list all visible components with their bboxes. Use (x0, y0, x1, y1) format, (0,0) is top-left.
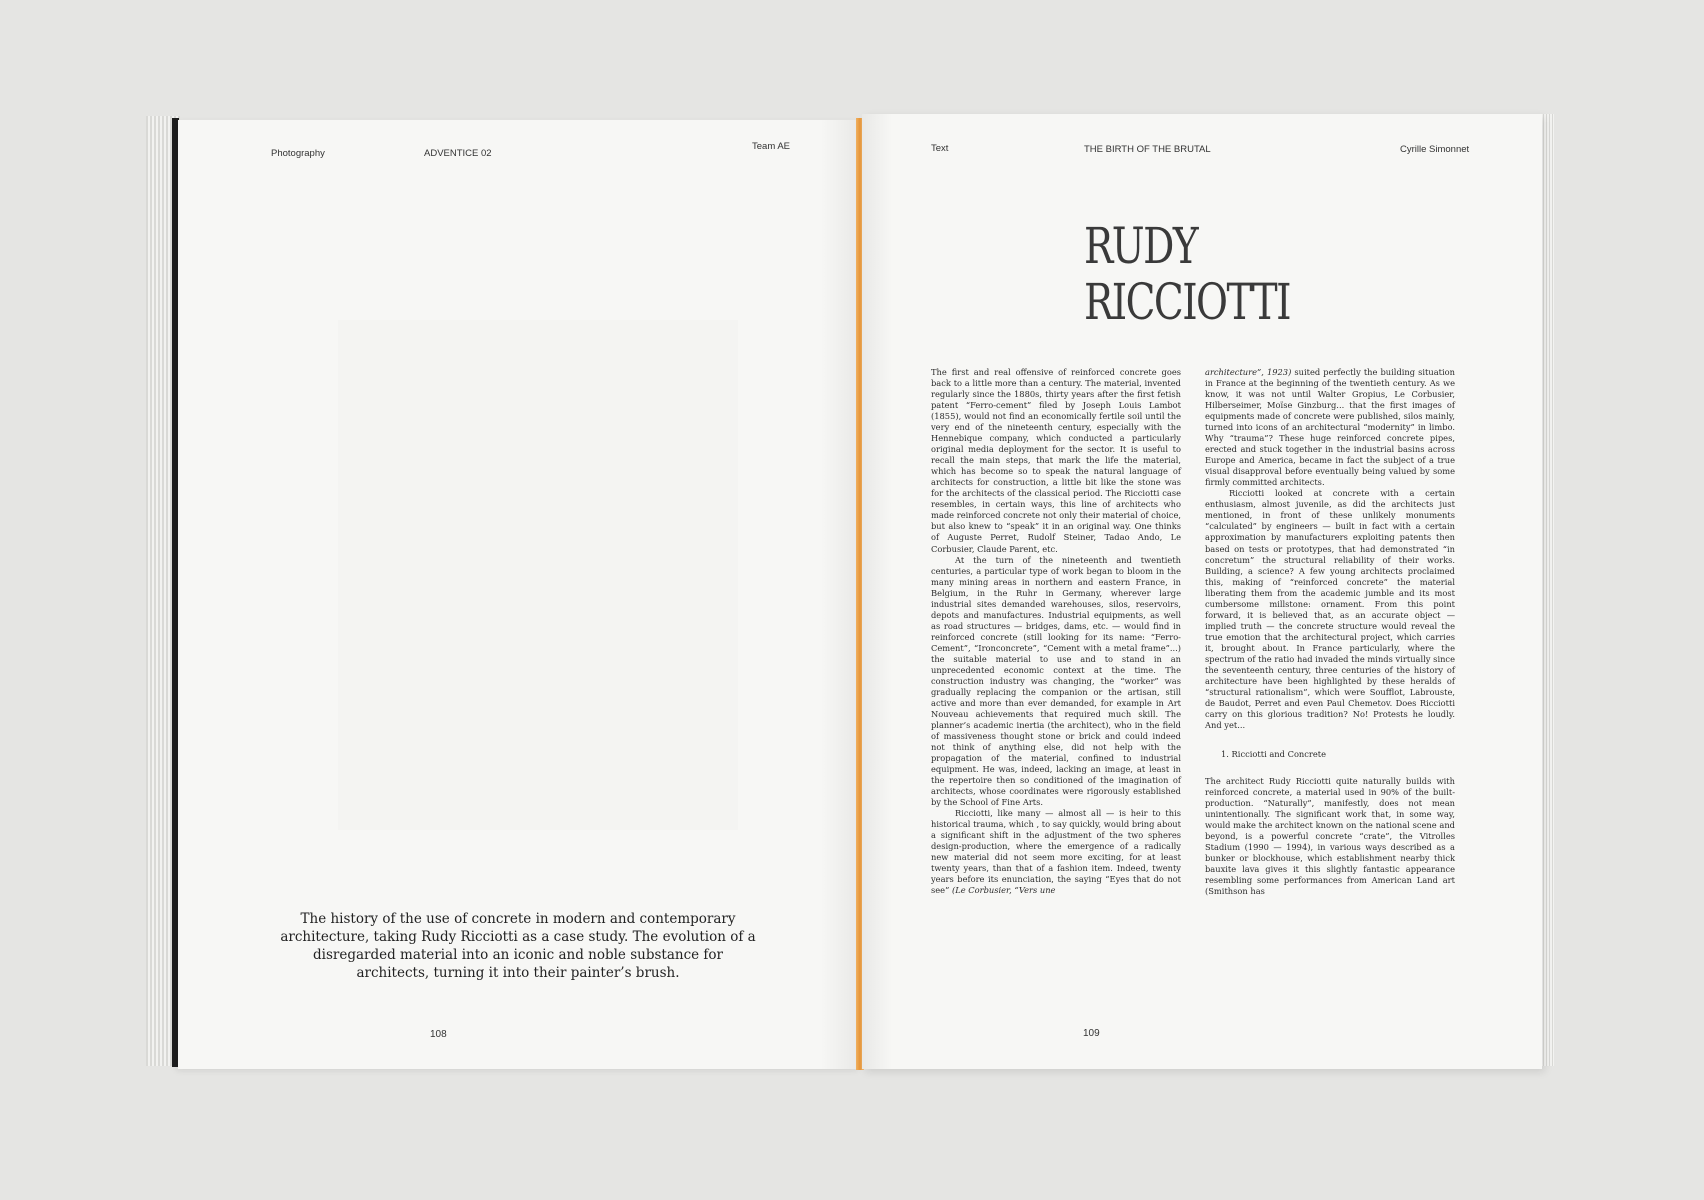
left-page-number: 108 (430, 1029, 447, 1040)
left-header-section: Photography (271, 148, 325, 159)
left-header-credit: Team AE (752, 141, 791, 152)
col1-italic-citation: (Le Corbusier, “Vers une (951, 885, 1056, 896)
right-page-edges (1540, 114, 1554, 1066)
right-page-number: 109 (1083, 1028, 1100, 1039)
article-title (1084, 218, 1290, 330)
right-header-author: Cyrille Simonnet (1400, 144, 1470, 155)
col2-subheading: 1. Ricciotti and Concrete (1221, 749, 1327, 760)
col1-paragraph-1: The first and real offensive of reinforced concrete goes back to a little more than a century. The material, invented regularly since the 1880s, thirty years after the first fetish patent “Ferro-cement” filed by Joseph Louis Lambot (1855), would not find an economically fertile soil until the very end of the nineteenth century, especially with the Hennebique company, which conducted a particularly original media deployment for the sector. It is useful to recall the main steps, that mark the life the material, which has become so to speak the natural language of architects for construction, a little bit like the stone was for the architects of the classical period. The Ricciotti case resembles, in certain ways, this line of architects who made reinforced concrete not only their material of choice, but also knew to “speak” it in an original way. One thinks of Auguste Perret, Rudolf Steiner, Tadao Ando, Le Corbusier, Claude Parent, etc. (931, 367, 1181, 554)
col2-italic-citation: architecture”, 1923) (1205, 367, 1292, 377)
text-column-2 (1205, 367, 1455, 897)
article-title-line2: RICCIOTTI (1084, 273, 1290, 331)
col2-paragraph-2: Ricciotti looked at concrete with a certain enthusiasm, almost juvenile, as did the architects just mentioned, in front of these unlikely monuments “calculated” by engineers — built in fact with a certain approximation by manufacturers exploiting patents then based on tests or prototypes, that had demonstrated “in concretum” the structural reliability of their works. Building, a science? A few young architects proclaimed this, making of “reinforced concrete” the material liberating them from the academic jumble and its most cumbersome millstone: ornament. From this point forward, it is believed that, as an accurate object — implied truth — the concrete structure would reveal the true emotion that the architectural project, which carries it, brought about. In France particularly, where the spectrum of the ratio had invaded the minds virtually since the seventeenth century, three centuries of the history of architecture have been highlighted by these heralds of “structural rationalism”, which were Soufflot, Labrouste, de Baudot, Perret and even Paul Chemetov. Does Ricciotti carry on this glorious tradition? No! Protests he loudly. And yet... (1205, 488, 1455, 730)
right-header-section: Text (931, 143, 949, 154)
right-page (862, 114, 1542, 1069)
col1-paragraph-2: At the turn of the nineteenth and twentieth centuries, a particular type of work began to bloom in the many mining areas in northern and eastern France, in Belgium, in the Ruhr in Germany, wherever large industrial sites demanded warehouses, silos, reservoirs, depots and manufactures. Industrial equipments, as well as road structures — bridges, dams, etc. — would find in reinforced concrete (still looking for its name: “Ferro-Cement”, “Ironconcrete”, “Cement with a metal frame”...) the suitable material to use and to stand in an unprecedented economic context at the time. The construction industry was changing, the “worker” was gradually replacing the companion or the artisan, still active and more than ever demanded, for example in Art Nouveau achievements that required much skill. The planner’s academic inertia (the architect), who in the field of massiveness thought stone or brick and could indeed not think of anything else, did not help with the propagation of the material, confined to industrial equipment. He was, indeed, lacking an image, at least in the repertoire then so conditioned of the imagination of architects, whose coordinates were rigorously established by the School of Fine Arts. (931, 554, 1181, 808)
article-title-line1: RUDY (1084, 217, 1198, 275)
left-page (178, 120, 860, 1069)
left-header-issue: ADVENTICE 02 (424, 148, 492, 159)
right-header-title: THE BIRTH OF THE BRUTAL (1084, 144, 1211, 155)
left-caption: The history of the use of concrete in modern and contemporary architecture, taking Rudy Ricciotti as a case study. The evolution of a disregarded material into an iconic and noble substance for architects, turning it into their painter’s brush. (280, 911, 756, 981)
col2-paragraph-3: The architect Rudy Ricciotti quite naturally builds with reinforced concrete, a material used in 90% of the built-production. “Naturally”, manifestly, does not mean unintentionally. The significant work that, in some way, would make the architect known on the national scene and beyond, is a powerful concrete “crate”, the Vitrolles Stadium (1990 — 1994), in various ways described as a bunker or blockhouse, which establishment nearby thick bauxite lava gives it this slightly fantastic appearance resembling some performances from American Land art (Smithson has (1205, 776, 1455, 897)
col1-paragraph-3: Ricciotti, like many — almost all — is heir to this historical trauma, which , to say quickly, would bring about a significant shift in the adjustment of the two spheres design-production, where the emergence of a radically new material did not seem more exciting, for at least twenty years, than that of a fashion item. Indeed, twenty years before its enunciation, the saying “Eyes that do not see” (Le Corbusier, “Vers une (931, 808, 1181, 896)
text-column-1 (931, 367, 1181, 897)
col2-paragraph-1: architecture”, 1923) suited perfectly the building situation in France at the beginning of the twentieth century. As we know, it was not until Walter Gropius, Le Corbusier, Hilberseimer, Moïse Ginzburg... that the first images of equipments made of concrete were published, silos mainly, turned into icons of an architectural “modernity” in limbo. Why “trauma”? These huge reinforced concrete pipes, erected and stuck together in the industrial basins across Europe and America, became in fact the subject of a true visual disapproval before eventually being valued by some firmly committed architects. (1205, 367, 1456, 488)
